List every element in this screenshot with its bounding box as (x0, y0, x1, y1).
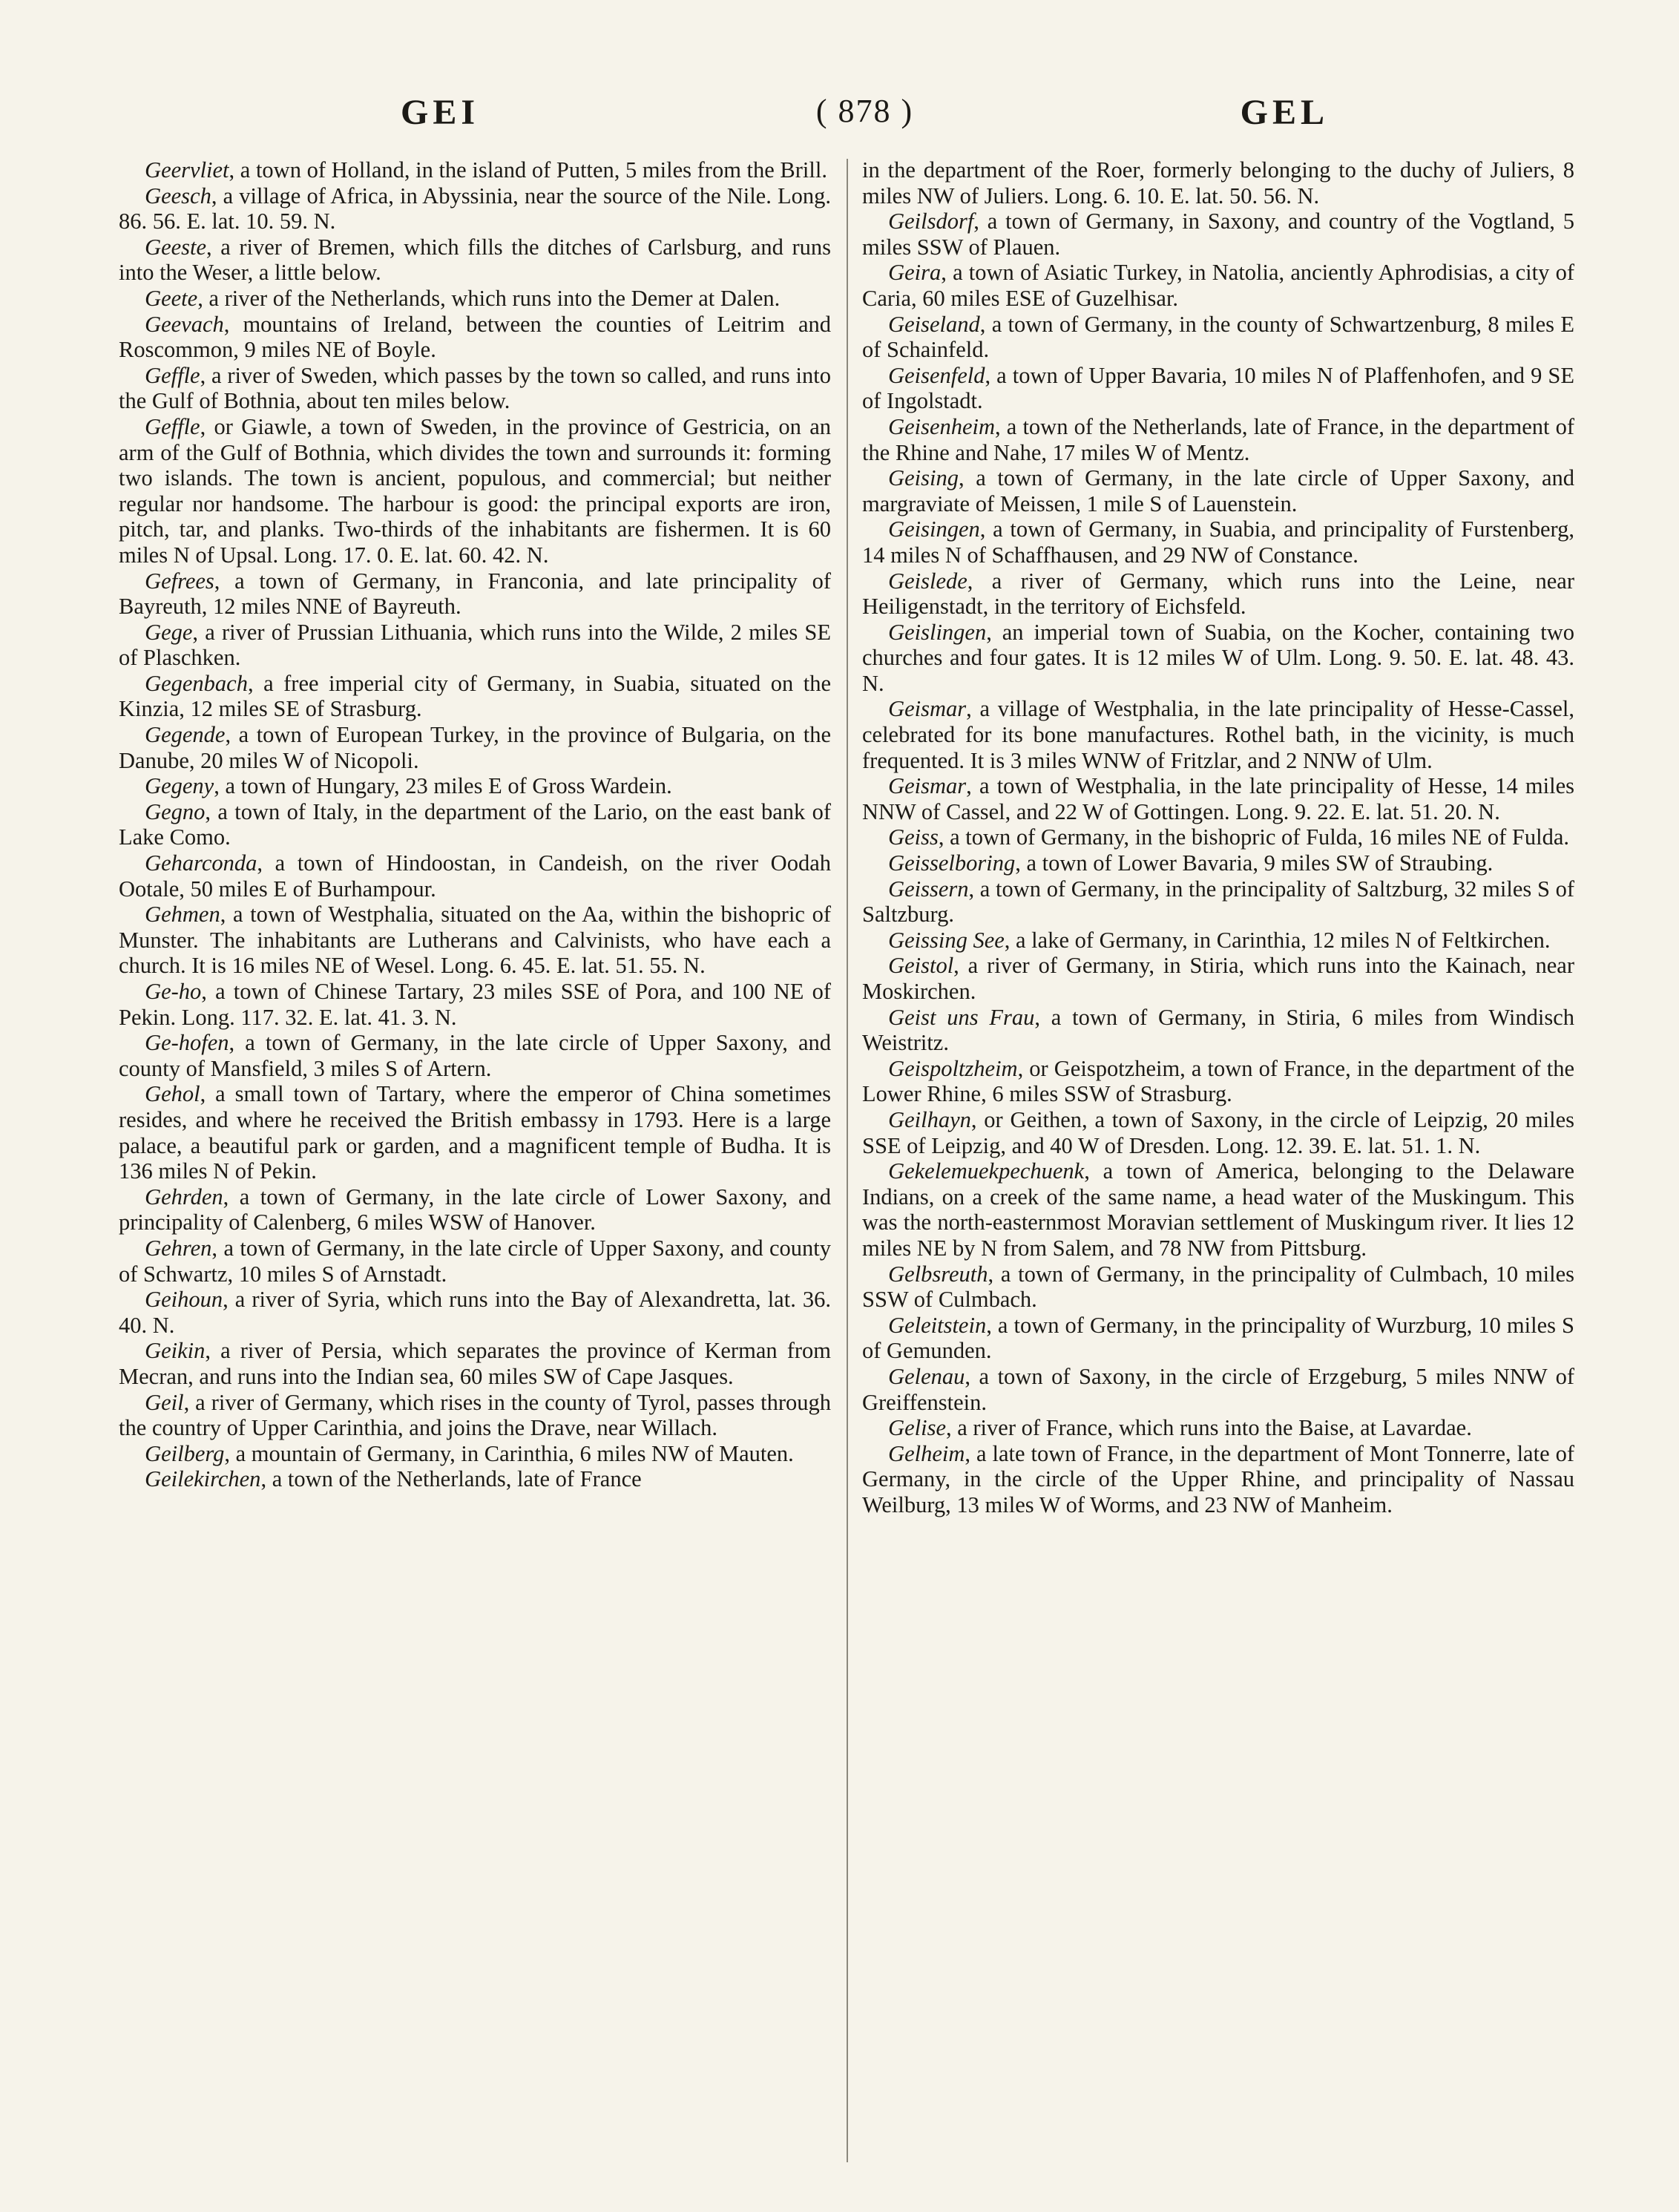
entry-headword: Geisselboring (888, 850, 1016, 876)
entry-headword: Geil (145, 1389, 184, 1415)
entry-description: , a mountain of Germany, in Carinthia, 6 miles NW of Mauten. (224, 1440, 794, 1466)
entry-description: , a free imperial city of Germany, in Suabia, situated on the Kinzia, 12 miles SE of Strasburg. (119, 670, 831, 722)
gazetteer-entry (862, 157, 1574, 209)
gazetteer-entry (862, 465, 1574, 516)
entry-headword: Gehmen (145, 902, 220, 928)
gazetteer-entry (862, 363, 1574, 414)
entry-headword: Geislingen (888, 619, 987, 645)
entry-description: in the department of the Roer, formerly belonging to the duchy of Juliers, 8 miles NW of Juliers. Long. 6. 10. E. lat. 50. 56. N. (862, 157, 1574, 209)
entry-description: , a town of the Netherlands, late of France (260, 1466, 642, 1492)
gazetteer-entry (119, 850, 831, 902)
gazetteer-entry (119, 414, 831, 568)
gazetteer-entry (119, 234, 831, 286)
entry-headword: Geismar (888, 773, 967, 799)
gazetteer-entry (862, 876, 1574, 928)
page-number: ( 878 ) (815, 93, 914, 129)
entry-headword: Geistol (888, 953, 954, 979)
entry-headword: Geira (888, 260, 942, 286)
gazetteer-entry (862, 414, 1574, 465)
entry-headword: Geikin (145, 1338, 206, 1364)
entry-description: , a river of Germany, which rises in the county of Tyrol, passes through the country of Upper Carinthia, and joins the Drave, near Willach. (119, 1389, 831, 1441)
gazetteer-entry (119, 1466, 831, 1492)
entry-headword: Gekelemuekpechuenk (888, 1158, 1085, 1184)
entry-description: , mountains of Ireland, between the counties of Leitrim and Roscommon, 9 miles NE of Boyle. (119, 311, 831, 363)
entry-description: , a town of Holland, in the island of Putten, 5 miles from the Brill. (229, 157, 827, 183)
entry-description: , a town of Germany, in the late circle of Upper Saxony, and county of Schwartz, 10 miles S of Arnstadt. (119, 1235, 831, 1287)
entry-description: , a town of Germany, in Stiria, 6 miles from Windisch Weistritz. (862, 1004, 1575, 1056)
gazetteer-entry (119, 363, 831, 414)
column-rule (847, 159, 848, 2162)
entry-description: , a town of Germany, in the late circle of Upper Saxony, and county of Mansfield, 3 miles S of Artern. (119, 1030, 831, 1081)
right-column (862, 157, 1574, 1517)
entry-headword: Geisenfeld (888, 362, 985, 388)
entry-description: , a town of Chinese Tartary, 23 miles SSE of Pora, and 100 NE of Pekin. Long. 117. 32. E. lat. 41. 3. N. (119, 979, 831, 1030)
entry-headword: Geist uns Frau (888, 1004, 1035, 1030)
entry-headword: Geilekirchen (145, 1466, 261, 1492)
gazetteer-entry (862, 953, 1574, 1004)
entry-headword: Geising (888, 465, 959, 491)
entry-headword: Gelenau (888, 1363, 965, 1389)
entry-headword: Geislede (888, 568, 967, 594)
gazetteer-entry (119, 568, 831, 620)
entry-description: , a river of Germany, which runs into the Leine, near Heiligenstadt, in the territory of Eichsfeld. (862, 568, 1574, 620)
gazetteer-entry (862, 824, 1574, 850)
entry-description: , a town of Germany, in the late circle of Upper Saxony, and margraviate of Meissen, 1 mile S of Lauenstein. (862, 465, 1574, 516)
gazetteer-entry (119, 1235, 831, 1287)
entry-headword: Geesch (145, 183, 211, 209)
entry-description: , a town of Lower Bavaria, 9 miles SW of Straubing. (1015, 850, 1494, 876)
entry-headword: Geispoltzheim (888, 1055, 1018, 1081)
entry-description: , a town of Germany, in the principality of Saltzburg, 32 miles S of Saltzburg. (862, 876, 1574, 928)
entry-headword: Gelise (888, 1415, 946, 1441)
gazetteer-entry (862, 312, 1574, 363)
entry-headword: Geete (145, 285, 198, 311)
entry-headword: Geihoun (145, 1287, 223, 1313)
entry-description: , or Geithen, a town of Saxony, in the circle of Leipzig, 20 miles SSE of Leipzig, and 40 W of Dresden. Long. 12. 39. E. lat. 51. 1. N. (862, 1106, 1574, 1158)
entry-headword: Gelbsreuth (888, 1261, 988, 1287)
gazetteer-entry (119, 620, 831, 671)
entry-headword: Gehren (145, 1235, 212, 1261)
entry-description: , a town of Germany, in the principality of Wurzburg, 10 miles S of Gemunden. (862, 1312, 1574, 1364)
gazetteer-entry (119, 1030, 831, 1081)
entry-description: , a town of Westphalia, in the late principality of Hesse, 14 miles NNW of Cassel, and 22 W of Gottingen. Long. 9. 22. E. lat. 51. 20. N. (862, 773, 1574, 824)
entry-headword: Geeste (145, 234, 207, 260)
gazetteer-entry (862, 620, 1574, 697)
header-left-guideword: GEI (401, 93, 480, 132)
entry-description: , a late town of France, in the department of Mont Tonnerre, late of Germany, in the circle of the Upper Rhine, and principality of Nassau Weilburg, 13 miles W of Worms, and 23 NW of Manheim. (862, 1440, 1574, 1517)
gazetteer-entry (862, 568, 1574, 620)
gazetteer-entry (862, 696, 1574, 773)
entry-description: , a town of Saxony, in the circle of Erzgeburg, 5 miles NNW of Greiffenstein. (862, 1363, 1574, 1415)
entry-headword: Geharconda (145, 850, 257, 876)
entry-headword: Geilberg (145, 1440, 225, 1466)
entry-description: , a town of Asiatic Turkey, in Natolia, anciently Aphrodisias, a city of Caria, 60 miles ESE of Guzelhisar. (862, 260, 1574, 311)
entry-description: , a town of Hindoostan, in Candeish, on the river Oodah Ootale, 50 miles E of Burhampour. (119, 850, 831, 902)
entry-headword: Geissing See (888, 927, 1005, 953)
entry-headword: Geevach (145, 311, 224, 337)
entry-description: , a town of European Turkey, in the province of Bulgaria, on the Danube, 20 miles W of Nicopoli. (119, 722, 831, 773)
entry-description: , a village of Africa, in Abyssinia, near the source of the Nile. Long. 86. 56. E. lat. 10. 59. N. (119, 183, 831, 234)
gazetteer-entry (119, 1338, 831, 1389)
entry-headword: Ge-hofen (145, 1030, 229, 1056)
gazetteer-entry (119, 1184, 831, 1235)
entry-headword: Geissern (888, 876, 969, 902)
gazetteer-entry (862, 1415, 1574, 1441)
entry-headword: Gegeny (145, 773, 214, 799)
entry-headword: Geiseland (888, 311, 980, 337)
entry-description: , a town of America, belonging to the Delaware Indians, on a creek of the same name, a head water of the Muskingum. This was the north-easternmost Moravian settlement of Muskingum river. It lies 12 miles NE by N from Salem, and 78 NW from Pittsburg. (862, 1158, 1574, 1261)
entry-description: , a river of France, which runs into the Baise, at Lavardae. (945, 1415, 1472, 1441)
entry-description: , a river of Sweden, which passes by the town so called, and runs into the Gulf of Bothnia, about ten miles below. (119, 362, 831, 414)
entry-headword: Gege (145, 619, 193, 645)
gazetteer-entry (862, 1261, 1574, 1313)
entry-headword: Geilhayn (888, 1106, 971, 1132)
entry-description: , a town of Italy, in the department of the Lario, on the east bank of Lake Como. (119, 798, 831, 850)
gazetteer-entry (119, 1441, 831, 1467)
gazetteer-entry (119, 979, 831, 1030)
gazetteer-entry (119, 799, 831, 850)
gazetteer-entry (862, 1107, 1574, 1158)
entry-headword: Ge-ho (145, 979, 202, 1004)
gazetteer-entry (862, 1441, 1574, 1518)
entry-headword: Geffle (145, 362, 200, 388)
entry-description: , or Giawle, a town of Sweden, in the province of Gestricia, on an arm of the Gulf of Bothnia, which divides the town and surrounds it: forming two islands. The town is ancient, populous, and commercial; but neither regular nor handsome. The harbour is good: the principal exports are iron, pitch, tar, and planks. Two-thirds of the inhabitants are fishermen. It is 60 miles N of Upsal. Long. 17. 0. E. lat. 60. 42. N. (119, 413, 831, 568)
gazetteer-entry (119, 1287, 831, 1338)
gazetteer-entry (862, 1005, 1574, 1056)
gazetteer-entry (862, 928, 1574, 954)
gazetteer-entry (862, 773, 1574, 824)
gazetteer-entry (862, 260, 1574, 311)
entry-headword: Gelheim (888, 1440, 965, 1466)
gazetteer-entry (119, 1081, 831, 1184)
gazetteer-entry (119, 773, 831, 799)
gazetteer-entry (119, 722, 831, 773)
entry-headword: Geervliet (145, 157, 229, 183)
entry-description: , a river of Bremen, which fills the ditches of Carlsburg, and runs into the Weser, a little below. (119, 234, 831, 286)
entry-headword: Geilsdorf (888, 209, 974, 234)
header-right-guideword: GEL (1240, 93, 1329, 132)
entry-description: , a small town of Tartary, where the emperor of China sometimes resides, and where he received the British embassy in 1793. Here is a large palace, a beautiful park or garden, and a magnificent temple of Budha. It is 136 miles N of Pekin. (119, 1081, 831, 1184)
entry-description: , a river of Prussian Lithuania, which runs into the Wilde, 2 miles SE of Plaschken. (119, 619, 831, 671)
gazetteer-entry (862, 516, 1574, 568)
entry-description: , a town of Hungary, 23 miles E of Gross Wardein. (214, 773, 672, 799)
entry-description: , a river of Syria, which runs into the Bay of Alexandretta, lat. 36. 40. N. (119, 1287, 831, 1338)
entry-description: , an imperial town of Suabia, on the Kocher, containing two churches and four gates. It is 12 miles W of Ulm. Long. 9. 50. E. lat. 48. 43. N. (862, 619, 1574, 696)
entry-description: , a town of Germany, in Franconia, and late principality of Bayreuth, 12 miles NNE of Bayreuth. (119, 568, 831, 620)
gazetteer-entry (862, 1364, 1574, 1415)
entry-headword: Geisingen (888, 516, 980, 542)
gazetteer-entry (119, 671, 831, 722)
entry-description: , a town of Germany, in the principality of Culmbach, 10 miles SSW of Culmbach. (862, 1261, 1574, 1313)
entry-headword: Geiss (888, 824, 939, 850)
gazetteer-entry (862, 1313, 1574, 1364)
gazetteer-entry (862, 850, 1574, 876)
gazetteer-entry (119, 286, 831, 312)
entry-headword: Gegende (145, 722, 226, 748)
gazetteer-entry (119, 1390, 831, 1441)
gazetteer-entry (862, 209, 1574, 260)
entry-headword: Geismar (888, 696, 967, 722)
entry-headword: Gehrden (145, 1184, 223, 1210)
gazetteer-entry (119, 902, 831, 979)
entry-description: , a river of Germany, in Stiria, which runs into the Kainach, near Moskirchen. (862, 953, 1574, 1004)
entry-headword: Gegno (145, 798, 206, 824)
entry-description: , a town of the Netherlands, late of France, in the department of the Rhine and Nahe, 17 miles W of Mentz. (862, 413, 1574, 465)
entry-description: , a town of Germany, in the county of Schwartzenburg, 8 miles E of Schainfeld. (862, 311, 1574, 363)
entry-description: , a lake of Germany, in Carinthia, 12 miles N of Feltkirchen. (1004, 927, 1551, 953)
entry-description: , a town of Germany, in the late circle of Lower Saxony, and principality of Calenberg, 6 miles WSW of Hanover. (119, 1184, 831, 1235)
entry-headword: Gefrees (145, 568, 214, 594)
entry-description: , a town of Germany, in the bishopric of Fulda, 16 miles NE of Fulda. (938, 824, 1570, 850)
entry-headword: Gegenbach (145, 670, 248, 696)
running-header (119, 92, 1611, 137)
entry-description: , a town of Westphalia, situated on the Aa, within the bishopric of Munster. The inhabitants are Lutherans and Calvinists, who have each a church. It is 16 miles NE of Wesel. Long. 6. 45. E. lat. 51. 55. N. (119, 902, 831, 979)
entry-headword: Geffle (145, 413, 200, 439)
gazetteer-entry (862, 1158, 1574, 1261)
entry-headword: Geisenheim (888, 413, 996, 439)
gazetteer-entry (119, 183, 831, 234)
entry-description: , a town of Germany, in Saxony, and country of the Vogtland, 5 miles SSW of Plauen. (862, 209, 1574, 260)
entry-description: , a village of Westphalia, in the late principality of Hesse-Cassel, celebrated for its bone manufactures. Rothel bath, in the vicinity, is much frequented. It is 3 miles WNW of Fritzlar, and 2 NNW of Ulm. (862, 696, 1574, 773)
gazetteer-entry (119, 157, 831, 183)
entry-description: , a river of Persia, which separates the province of Kerman from Mecran, and runs into the Indian sea, 60 miles SW of Cape Jasques. (119, 1338, 831, 1389)
entry-description: , a river of the Netherlands, which runs into the Demer at Dalen. (197, 285, 781, 311)
entry-headword: Gehol (145, 1081, 200, 1107)
entry-description: , or Geispotzheim, a town of France, in the department of the Lower Rhine, 6 miles SSW of Strasburg. (862, 1055, 1574, 1107)
entry-headword: Geleitstein (888, 1312, 987, 1338)
gazetteer-entry (862, 1056, 1574, 1107)
gazetteer-entry (119, 312, 831, 363)
left-column (119, 157, 831, 1492)
entry-description: , a town of Upper Bavaria, 10 miles N of Plaffenhofen, and 9 SE of Ingolstadt. (862, 362, 1574, 414)
entry-description: , a town of Germany, in Suabia, and principality of Furstenberg, 14 miles N of Schaffhausen, and 29 NW of Constance. (862, 516, 1574, 568)
